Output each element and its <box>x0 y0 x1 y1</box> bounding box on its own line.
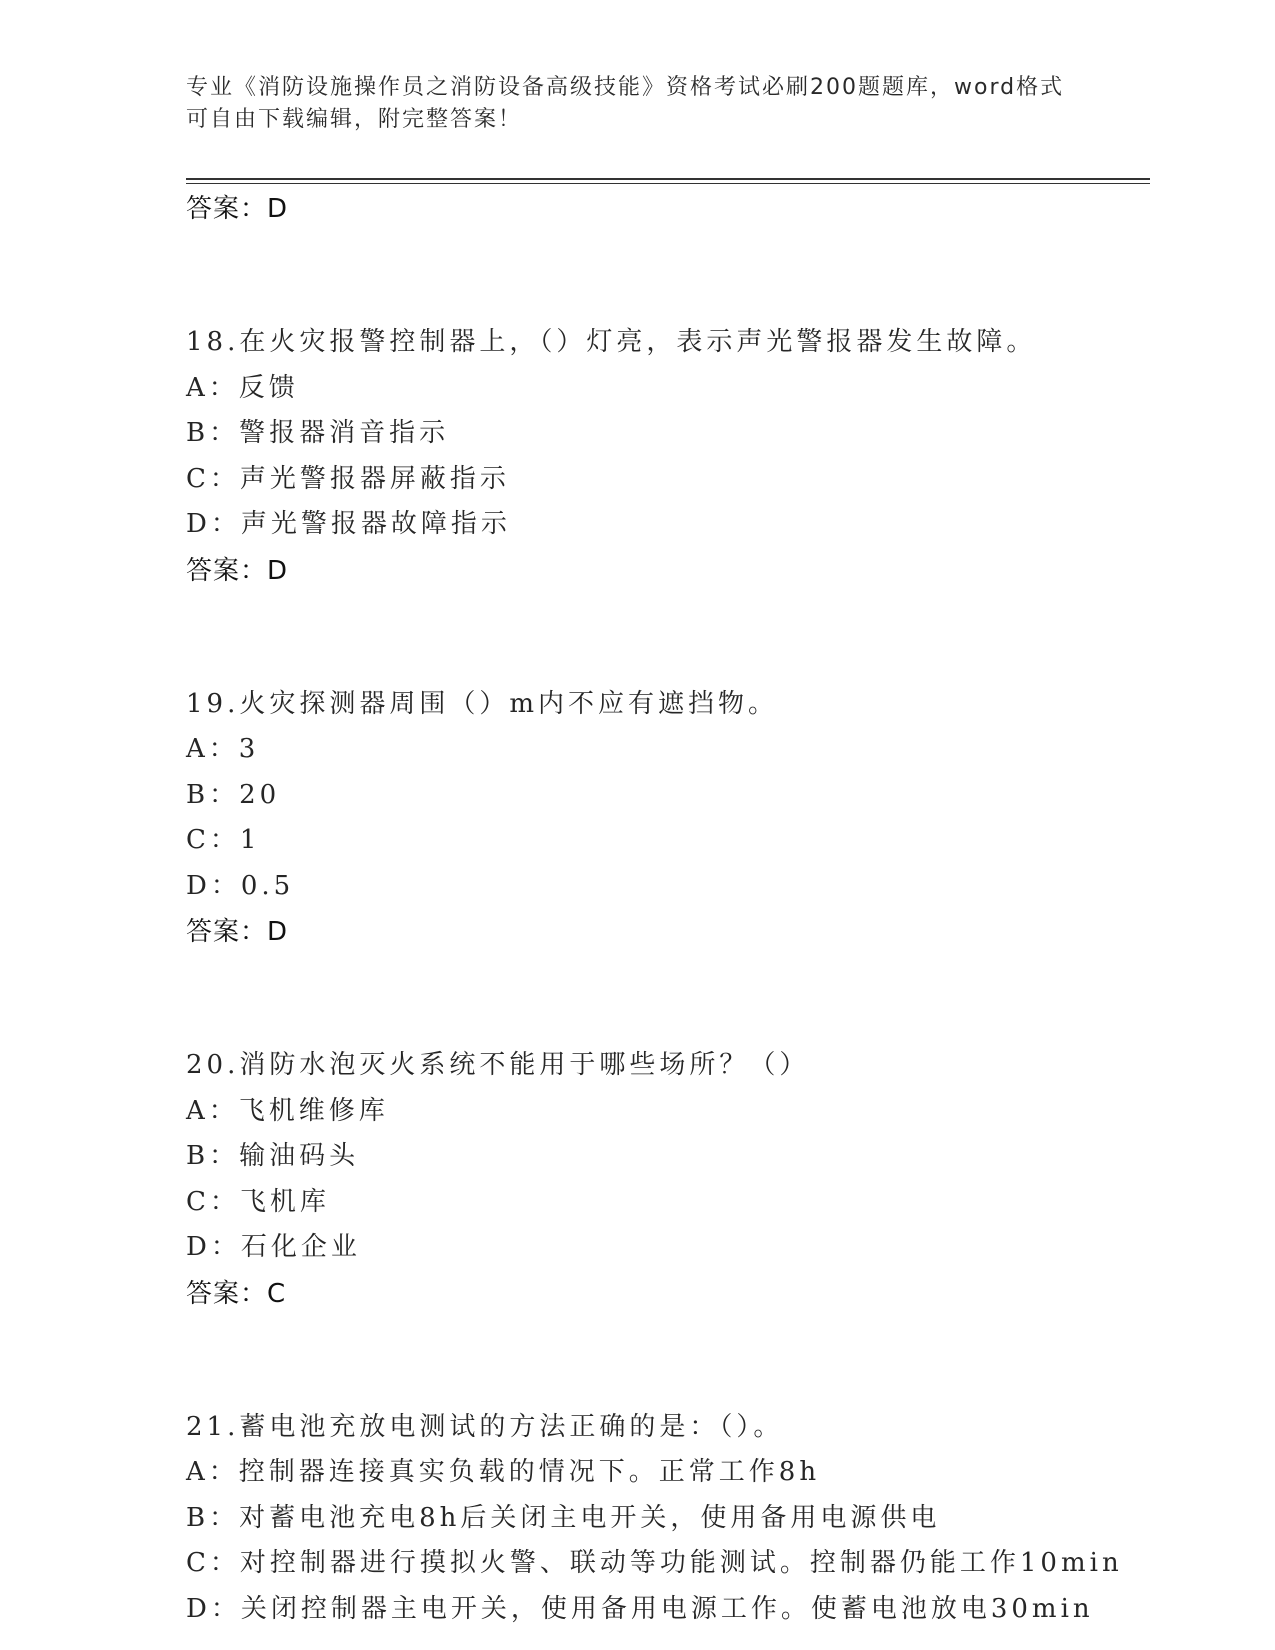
option-c: C：飞机库 <box>186 1186 330 1217</box>
option-a: A：控制器连接真实负载的情况下。正常工作8h <box>186 1457 821 1487</box>
question-title: 18.在火灾报警控制器上，（）灯亮，表示声光警报器发生故障。 <box>186 327 1037 357</box>
option-b: B：警报器消音指示 <box>186 418 450 448</box>
option-d: D：石化企业 <box>186 1232 361 1262</box>
option-a: A：飞机维修库 <box>186 1095 389 1126</box>
answer: 答案：D <box>186 555 289 586</box>
option-d: D：0.5 <box>186 870 295 901</box>
answer: 答案：D <box>186 917 289 947</box>
header-divider-thin <box>186 183 1150 184</box>
option-c: C：1 <box>186 825 261 855</box>
option-d: D：声光警报器故障指示 <box>186 509 511 539</box>
question-20 <box>186 1043 1146 1317</box>
question-title: 21.蓄电池充放电测试的方法正确的是：（）。 <box>186 1411 784 1442</box>
question-18 <box>186 320 1146 594</box>
option-d: D：关闭控制器主电开关，使用备用电源工作。使蓄电池放电30min <box>186 1593 1094 1624</box>
previous-answer: 答案：D <box>186 194 289 224</box>
option-a: A：反馈 <box>186 372 299 403</box>
option-b: B：输油码头 <box>186 1141 360 1171</box>
question-19 <box>186 682 1146 956</box>
document-header: 专业《消防设施操作员之消防设备高级技能》资格考试必刷200题题库，word格式可自由下载编辑，附完整答案！ <box>186 75 1065 132</box>
option-c: C：对控制器进行摸拟火警、联动等功能测试。控制器仍能工作10min <box>186 1548 1123 1578</box>
question-title: 20.消防水泡灭火系统不能用于哪些场所？（） <box>186 1050 810 1080</box>
option-b: B：对蓄电池充电8h后关闭主电开关，使用备用电源供电 <box>186 1502 941 1533</box>
question-list <box>186 186 1146 1632</box>
question-title: 19.火灾探测器周围（）m内不应有遮挡物。 <box>186 688 779 719</box>
option-c: C：声光警报器屏蔽指示 <box>186 463 510 494</box>
question-21 <box>186 1405 1146 1633</box>
option-a: A：3 <box>186 734 260 764</box>
option-b: B：20 <box>186 779 281 810</box>
answer: 答案：C <box>186 1278 287 1309</box>
header-divider <box>186 178 1150 180</box>
